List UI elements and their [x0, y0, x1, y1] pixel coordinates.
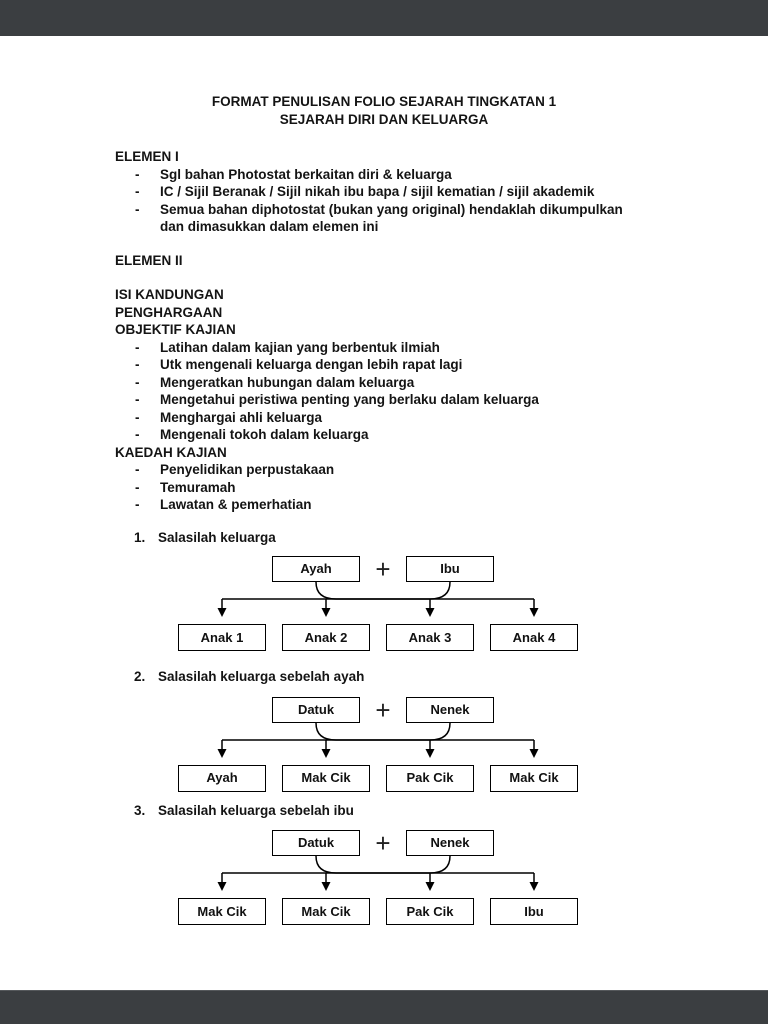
bullet-text: Utk mengenali keluarga dengan lebih rapat lagi: [160, 357, 463, 372]
bullet-text: Mengetahui peristiwa penting yang berlaku dalam keluarga: [160, 392, 539, 407]
viewer-bottom-bar: [0, 990, 768, 1024]
tree-connector: [0, 723, 768, 765]
tree-node-parent: Nenek: [406, 830, 494, 856]
tree-node-child: Anak 1: [178, 624, 266, 651]
tree-node-child: Mak Cik: [282, 898, 370, 925]
diagram-1-caption: [134, 529, 768, 547]
bullet-dash: -: [135, 339, 140, 355]
objektif-list: [135, 339, 768, 444]
bullet-dash: -: [135, 497, 140, 512]
tree-node-parent: Ibu: [406, 556, 494, 582]
bullet-item: [135, 461, 768, 479]
diagram-2-caption: [134, 668, 768, 686]
bullet-text: Penyelidikan perpustakaan: [160, 462, 335, 477]
tree-node-child: Anak 4: [490, 624, 578, 651]
bullet-item: [135, 166, 768, 184]
plus-sign: +: [375, 554, 391, 584]
bullet-item: [135, 496, 768, 514]
plus-sign: +: [375, 694, 391, 725]
caption-number: 3.: [134, 802, 146, 818]
tree-node-parent: Ayah: [272, 556, 360, 582]
doc-title-line2: SEJARAH DIRI DAN KELUARGA: [279, 112, 489, 127]
caption-number: 2.: [134, 669, 146, 684]
bullet-dash: -: [135, 462, 140, 477]
elemen-1-list: [135, 166, 768, 236]
heading-isi-kandungan: ISI KANDUNGAN: [115, 287, 224, 302]
tree-node-child: Mak Cik: [490, 765, 578, 792]
tree-node-child: Anak 3: [386, 624, 474, 651]
tree-node-parent: Nenek: [406, 697, 494, 723]
document-page: [0, 36, 768, 991]
viewer-top-bar: [0, 0, 768, 36]
bullet-dash: -: [135, 427, 140, 442]
bullet-dash: -: [135, 392, 140, 407]
family-tree-diagram-2: [0, 694, 768, 792]
bullet-item: [135, 356, 768, 374]
tree-connector: [0, 582, 768, 624]
bullet-item: [135, 409, 768, 427]
caption-number: 1.: [134, 529, 146, 545]
bullet-item: [135, 391, 768, 409]
tree-node-child: Mak Cik: [178, 898, 266, 925]
tree-node-parent: Datuk: [272, 830, 360, 856]
bullet-text: Semua bahan diphotostat (bukan yang original) hendaklah dikumpulkan dan dimasukkan dalam elemen ini: [160, 201, 623, 234]
caption-text: Salasilah keluarga sebelah ayah: [158, 669, 365, 684]
plus-sign: +: [375, 828, 391, 858]
bullet-text: Mengeratkan hubungan dalam keluarga: [160, 374, 415, 390]
family-tree-diagram-1: [0, 556, 768, 651]
bullet-item: [135, 479, 768, 497]
bullet-dash: -: [135, 166, 140, 182]
bullet-item: [135, 339, 768, 357]
heading-elemen-1: ELEMEN I: [115, 149, 179, 164]
bullet-text: Sgl bahan Photostat berkaitan diri & keluarga: [160, 166, 452, 182]
tree-connector: [0, 856, 768, 898]
bullet-dash: -: [135, 184, 140, 199]
caption-text: Salasilah keluarga: [158, 529, 276, 545]
bullet-text: Temuramah: [160, 479, 236, 495]
diagram-3-caption: [134, 802, 768, 820]
bullet-dash: -: [135, 409, 140, 425]
tree-node-child: Anak 2: [282, 624, 370, 651]
heading-objektif-kajian: OBJEKTIF KAJIAN: [115, 322, 236, 337]
heading-penghargaan: PENGHARGAAN: [115, 304, 223, 320]
bullet-dash: -: [135, 479, 140, 495]
doc-title-line1: FORMAT PENULISAN FOLIO SEJARAH TINGKATAN 1: [211, 94, 557, 109]
tree-node-child: Pak Cik: [386, 765, 474, 792]
bullet-item: [135, 201, 768, 236]
bullet-text: Menghargai ahli keluarga: [160, 409, 323, 425]
tree-node-child: Mak Cik: [282, 765, 370, 792]
tree-node-child: Ibu: [490, 898, 578, 925]
bullet-text: Latihan dalam kajian yang berbentuk ilmiah: [160, 339, 440, 355]
bullet-item: [135, 374, 768, 392]
tree-node-child: Ayah: [178, 765, 266, 792]
kaedah-list: [135, 461, 768, 514]
bullet-text: Mengenali tokoh dalam keluarga: [160, 427, 369, 442]
heading-kaedah-kajian: KAEDAH KAJIAN: [115, 444, 227, 460]
family-tree-diagram-3: [0, 830, 768, 925]
bullet-item: [135, 426, 768, 444]
tree-node-parent: Datuk: [272, 697, 360, 723]
heading-elemen-2: ELEMEN II: [115, 252, 183, 268]
bullet-dash: -: [135, 201, 140, 217]
bullet-dash: -: [135, 374, 140, 390]
caption-text: Salasilah keluarga sebelah ibu: [158, 802, 354, 818]
bullet-text: Lawatan & pemerhatian: [160, 497, 312, 512]
doc-title: [0, 93, 768, 129]
bullet-dash: -: [135, 357, 140, 372]
bullet-item: [135, 183, 768, 201]
tree-node-child: Pak Cik: [386, 898, 474, 925]
bullet-text: IC / Sijil Beranak / Sijil nikah ibu bapa / sijil kematian / sijil akademik: [160, 184, 595, 199]
